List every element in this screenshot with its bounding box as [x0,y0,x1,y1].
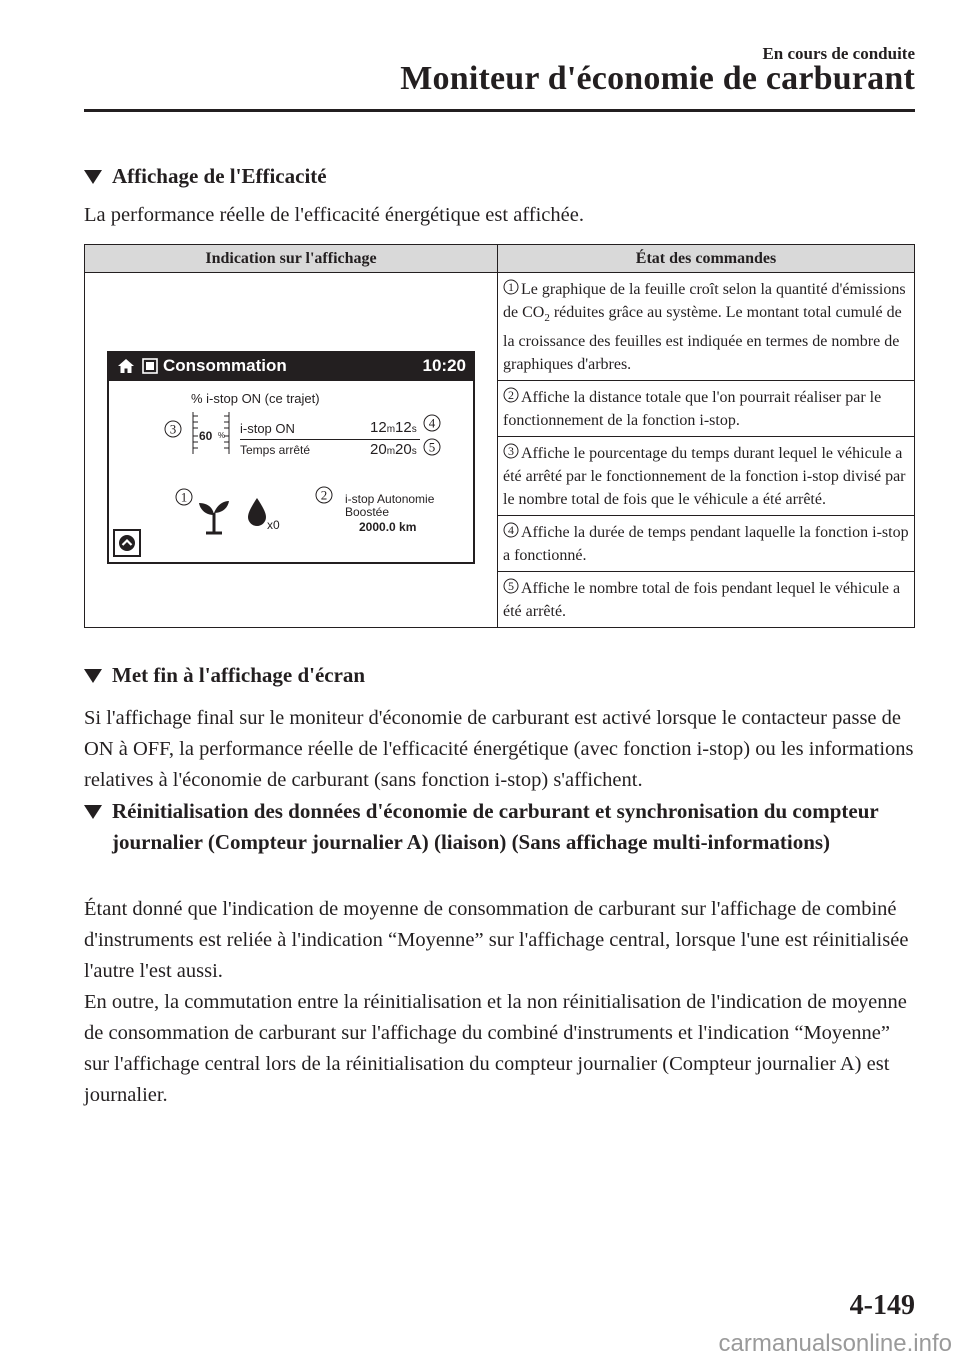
svg-text:3: 3 [169,421,177,437]
istop-on-label: i-stop ON [240,421,295,436]
boost-label-2: Boostée [345,505,390,519]
command-table [84,244,915,628]
tree-count: x0 [267,518,280,532]
svg-text:1: 1 [180,489,188,505]
callout-2 [315,485,333,505]
screen-title: Consommation [163,356,287,375]
end-display-body: Si l'affichage final sur le moniteur d'économie de carburant est activé lorsque le contacteur passe de ON à OFF, la performance réelle de l'efficacité énergétique (avec fonction i-stop) ou les informations relatives à l'économie de carburant (sans fonction i-stop) s'affichent. [84,707,914,791]
stopped-time: 20m20s [370,441,417,458]
svg-text:2: 2 [320,487,328,503]
column-header-state: État des commandes [498,245,915,273]
section-label: En cours de conduite [762,44,915,63]
leaf-drop-icon [247,497,267,527]
number-badge-icon [503,521,519,539]
number-badge-icon [503,278,519,296]
screen-title-bar [109,353,473,381]
column-header-display: Indication sur l'affichage [85,245,498,273]
number-badge-icon [503,577,519,595]
gauge-unit: % [218,431,226,440]
header-rule [84,109,915,112]
boost-label-1: i-stop Autonomie [345,492,435,506]
svg-text:4: 4 [428,415,436,431]
svg-text:4: 4 [508,523,514,538]
efficiency-heading: Affichage de l'Efficacité [84,161,920,192]
number-badge-icon [503,386,519,404]
triangle-bullet-icon [84,669,102,683]
gauge-value: 60 [199,429,213,443]
consumption-screen [107,351,475,564]
home-icon [117,357,135,375]
state-description-3: 3 Affiche le pourcentage du temps durant lequel le véhicule a été arrêté par le fonctionnement de la fonction i-stop divisé par le nombre total de fois que le véhicule a été arrêté. [498,437,915,516]
svg-text:2: 2 [508,388,514,403]
chevron-up-icon [115,531,139,555]
page-number: 4-149 [849,1290,915,1321]
reset-paragraph-2: En outre, la commutation entre la réinitialisation et la non réinitialisation de l'indication de moyenne de consommation de carburant sur l'affichage du combiné d'instruments et l'indication “Moyenne” sur l'affichage central lors de la réinitialisation du compteur journalier (Compteur journalier A) est journalier. [84,991,907,1106]
reset-paragraph-1: Étant donné que l'indication de moyenne de consommation de carburant sur l'affichage de combiné d'instruments est reliée à l'indication “Moyenne” sur l'affichage central, lorsque l'une est réinitialisée l'autre l'est aussi. [84,898,909,982]
state-description-4: 4 Affiche la durée de temps pendant laquelle la fonction i-stop a fonctionné. [498,516,915,572]
efficiency-intro: La performance réelle de l'efficacité énergétique est affichée. [84,204,584,226]
page-title: Moniteur d'économie de carburant [400,60,915,97]
number-badge-icon [503,442,519,460]
state-description-1: 1 Le graphique de la feuille croît selon la quantité d'émissions de $CO_2$ réduites grâce au système. Le montant total cumulé de la croissance des feuilles est indiquée en termes de nombre de graphiques d'arbres. [498,273,915,381]
svg-text:3: 3 [508,444,514,459]
callout-3 [164,419,182,439]
istop-on-time: 12m12s [370,419,417,436]
state-description-2: 2 Affiche la distance totale que l'on pourrait réaliser par le fonctionnement de la fonction i-stop. [498,381,915,437]
info-app-icon [142,358,158,374]
display-illustration-cell [85,273,498,628]
callout-4 [423,413,441,433]
triangle-bullet-icon [84,170,102,184]
svg-text:5: 5 [508,579,514,594]
triangle-bullet-icon [84,805,102,819]
end-display-heading: Met fin à l'affichage d'écran [84,660,920,691]
boost-distance: 2000.0 km [359,520,417,534]
watermark: carmanualsonline.info [718,1330,952,1357]
screen-clock: 10:20 [422,356,466,375]
stopped-time-label: Temps arrêté [240,443,311,457]
table-header-row [85,245,915,273]
row-divider [240,439,420,440]
sprout-icon [197,493,231,535]
callout-1 [175,487,193,507]
svg-text:1: 1 [508,280,514,294]
back-button[interactable] [113,529,141,557]
svg-text:5: 5 [428,439,436,455]
reset-heading: Réinitialisation des données d'économie de carburant et synchronisation du compteur journalier (Compteur journalier A) (liaison) (Sans affichage multi-informations) [84,796,884,858]
table-row [85,273,915,381]
screen-subtitle: % i-stop ON (ce trajet) [191,391,320,406]
state-description-5: 5 Affiche le nombre total de fois pendant lequel le véhicule a été arrêté. [498,572,915,628]
callout-5 [423,437,441,457]
